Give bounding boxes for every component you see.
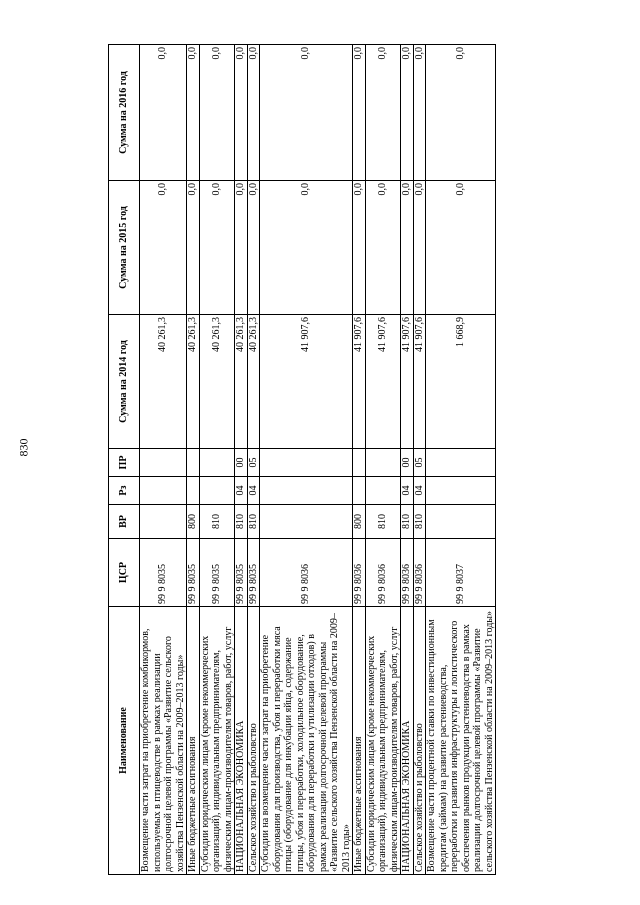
- table-row: [260, 45, 353, 875]
- cell-sum-2016: 0,0: [260, 45, 353, 181]
- table-row: [187, 45, 200, 875]
- cell-csr: 99 9 8036: [365, 539, 401, 607]
- cell-csr: 99 9 8037: [426, 539, 496, 607]
- cell-sum-2014: 41 907,6: [413, 315, 426, 449]
- cell-vr: 810: [199, 505, 235, 539]
- cell-sum-2015: 0,0: [235, 181, 248, 315]
- cell-name: Сельское хозяйство и рыболовство: [247, 607, 260, 875]
- header-sum-2014: Сумма на 2014 год: [109, 315, 140, 449]
- table-row: [140, 45, 187, 875]
- table-row: [235, 45, 248, 875]
- cell-pr: 05: [247, 449, 260, 477]
- cell-sum-2016: 0,0: [247, 45, 260, 181]
- cell-pr: [426, 449, 496, 477]
- header-sum-2015: Сумма на 2015 год: [109, 181, 140, 315]
- cell-name: Иные бюджетные ассигнования: [353, 607, 366, 875]
- cell-csr: 99 9 8036: [401, 539, 414, 607]
- cell-csr: 99 9 8036: [353, 539, 366, 607]
- cell-sum-2014: 41 907,6: [353, 315, 366, 449]
- cell-sum-2016: 0,0: [413, 45, 426, 181]
- page-number: 830: [16, 438, 31, 457]
- budget-table: [108, 44, 496, 875]
- cell-pr: [365, 449, 401, 477]
- cell-name: Возмещение части процентной ставки по инвестиционным кредитам (займам) на развитие растениеводства, переработки и развития инфраструктуры и логистического обеспечения рынков продукции растениеводства в рамках реализации долгосрочной целевой программы «Развитие сельского хозяйства Пензенской области на 2009–2013 годы»: [426, 607, 496, 875]
- cell-rz: [365, 477, 401, 505]
- cell-sum-2015: 0,0: [199, 181, 235, 315]
- table-row: [426, 45, 496, 875]
- cell-sum-2014: 40 261,3: [140, 315, 187, 449]
- table-row: [401, 45, 414, 875]
- cell-rz: [353, 477, 366, 505]
- table-row: [199, 45, 235, 875]
- cell-name: НАЦИОНАЛЬНАЯ ЭКОНОМИКА: [401, 607, 414, 875]
- cell-pr: [260, 449, 353, 477]
- header-sum-2016: Сумма на 2016 год: [109, 45, 140, 181]
- cell-vr: 800: [353, 505, 366, 539]
- cell-sum-2015: 0,0: [140, 181, 187, 315]
- table-body: [140, 45, 496, 875]
- cell-pr: [140, 449, 187, 477]
- cell-sum-2016: 0,0: [187, 45, 200, 181]
- budget-table-wrapper: [108, 45, 544, 875]
- cell-sum-2014: 40 261,3: [235, 315, 248, 449]
- header-pr: ПР: [109, 449, 140, 477]
- cell-sum-2016: 0,0: [365, 45, 401, 181]
- cell-sum-2014: 41 907,6: [260, 315, 353, 449]
- cell-csr: 99 9 8035: [199, 539, 235, 607]
- header-vr: ВР: [109, 505, 140, 539]
- cell-sum-2015: 0,0: [426, 181, 496, 315]
- cell-sum-2016: 0,0: [140, 45, 187, 181]
- cell-sum-2015: 0,0: [247, 181, 260, 315]
- cell-csr: 99 9 8035: [140, 539, 187, 607]
- cell-pr: [199, 449, 235, 477]
- cell-sum-2014: 1 668,9: [426, 315, 496, 449]
- cell-name: Субсидии на возмещение части затрат на приобретение оборудования для производства, убоя и переработки мяса птицы (оборудование для инкубации яйца, содержание птицы, убоя и переработки, холодильное оборудование, оборудования для переработки и утилизации отходов) в рамках реализации долгосрочной целевой программы «Развитие сельского хозяйства Пензенской области на 2009–2013 годы»: [260, 607, 353, 875]
- cell-sum-2015: 0,0: [353, 181, 366, 315]
- cell-csr: 99 9 8036: [413, 539, 426, 607]
- cell-rz: [187, 477, 200, 505]
- cell-rz: 04: [247, 477, 260, 505]
- cell-pr: 00: [235, 449, 248, 477]
- cell-rz: 04: [401, 477, 414, 505]
- cell-name: НАЦИОНАЛЬНАЯ ЭКОНОМИКА: [235, 607, 248, 875]
- cell-sum-2014: 40 261,3: [199, 315, 235, 449]
- cell-csr: 99 9 8035: [235, 539, 248, 607]
- cell-rz: 04: [235, 477, 248, 505]
- cell-sum-2016: 0,0: [401, 45, 414, 181]
- cell-sum-2015: 0,0: [413, 181, 426, 315]
- cell-sum-2016: 0,0: [235, 45, 248, 181]
- cell-vr: [426, 505, 496, 539]
- cell-sum-2014: 41 907,6: [365, 315, 401, 449]
- cell-sum-2015: 0,0: [187, 181, 200, 315]
- cell-csr: 99 9 8035: [247, 539, 260, 607]
- cell-vr: 810: [247, 505, 260, 539]
- cell-vr: 810: [413, 505, 426, 539]
- cell-rz: 04: [413, 477, 426, 505]
- cell-csr: 99 9 8035: [187, 539, 200, 607]
- cell-vr: [260, 505, 353, 539]
- cell-sum-2015: 0,0: [365, 181, 401, 315]
- cell-rz: [199, 477, 235, 505]
- cell-pr: [187, 449, 200, 477]
- cell-vr: 800: [187, 505, 200, 539]
- header-rz: Рз: [109, 477, 140, 505]
- cell-pr: [353, 449, 366, 477]
- cell-sum-2016: 0,0: [426, 45, 496, 181]
- cell-name: Иные бюджетные ассигнования: [187, 607, 200, 875]
- cell-name: Субсидии юридическим лицам (кроме некоммерческих организаций), индивидуальным предпринимателям, физическим лицам-производителям товаров, работ, услуг: [365, 607, 401, 875]
- cell-sum-2014: 40 261,3: [247, 315, 260, 449]
- cell-vr: 810: [235, 505, 248, 539]
- cell-csr: 99 9 8036: [260, 539, 353, 607]
- cell-vr: 810: [365, 505, 401, 539]
- cell-name: Субсидии юридическим лицам (кроме некоммерческих организаций), индивидуальным предпринимателям, физическим лицам-производителям товаров, работ, услуг: [199, 607, 235, 875]
- cell-pr: 05: [413, 449, 426, 477]
- header-row: [109, 45, 140, 875]
- cell-vr: 810: [401, 505, 414, 539]
- cell-sum-2016: 0,0: [353, 45, 366, 181]
- cell-sum-2015: 0,0: [401, 181, 414, 315]
- table-row: [413, 45, 426, 875]
- cell-vr: [140, 505, 187, 539]
- cell-pr: 00: [401, 449, 414, 477]
- table-row: [247, 45, 260, 875]
- cell-rz: [140, 477, 187, 505]
- cell-sum-2014: 40 261,3: [187, 315, 200, 449]
- cell-rz: [260, 477, 353, 505]
- table-row: [353, 45, 366, 875]
- cell-rz: [426, 477, 496, 505]
- table-row: [365, 45, 401, 875]
- header-csr: ЦСР: [109, 539, 140, 607]
- cell-sum-2015: 0,0: [260, 181, 353, 315]
- cell-sum-2016: 0,0: [199, 45, 235, 181]
- cell-name: Сельское хозяйство и рыболовство: [413, 607, 426, 875]
- cell-name: Возмещение части затрат на приобретение комбикормов, используемых в птицеводстве в рамках реализации долгосрочной целевой программы «Развитие сельского хозяйства Пензенской области на 2009–2013 годы»: [140, 607, 187, 875]
- cell-sum-2014: 41 907,6: [401, 315, 414, 449]
- header-name: Наименование: [109, 607, 140, 875]
